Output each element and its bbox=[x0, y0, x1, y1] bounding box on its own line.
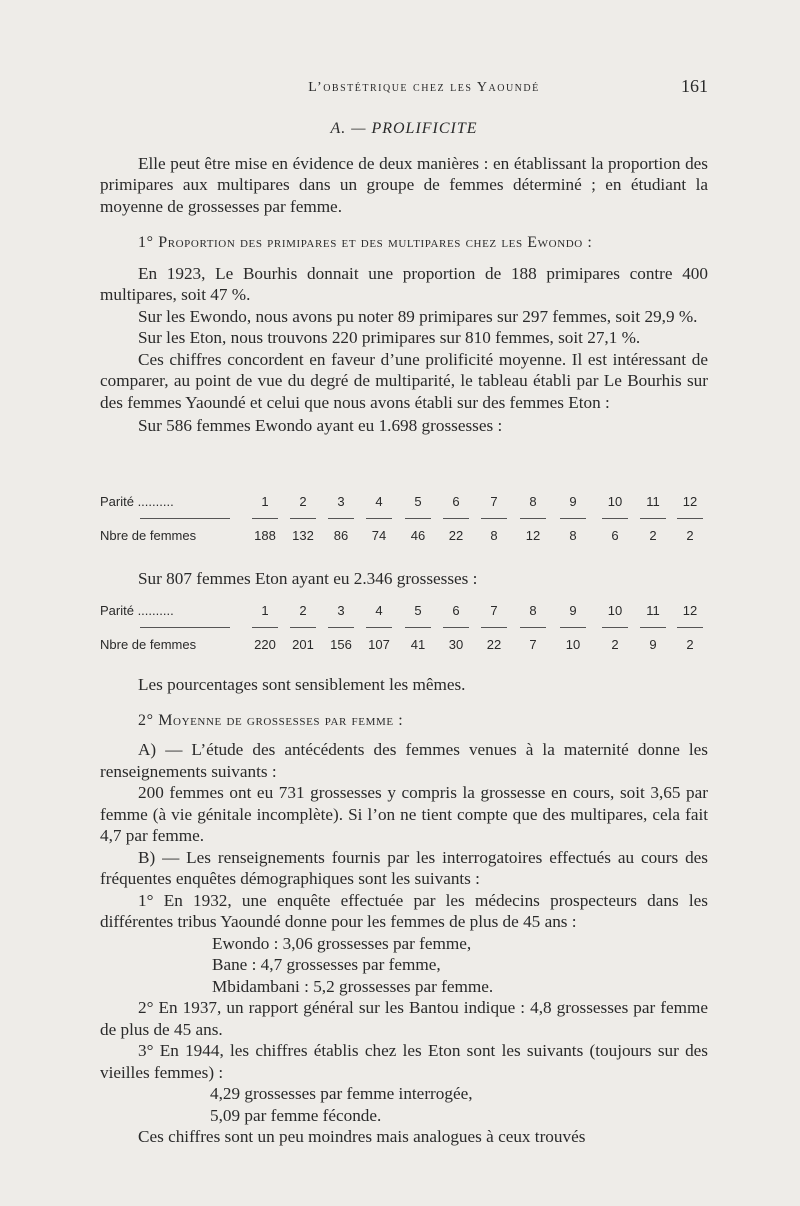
intro-paragraph: Elle peut être mise en évidence de deux manières : en établissant la proportion des primipares aux multipares dans un groupe de femmes déterminé ; en étudiant la moyenne de grossesses par femme. bbox=[100, 153, 708, 216]
table-cell: 2 bbox=[299, 494, 307, 509]
table-cell: 8 bbox=[490, 528, 498, 543]
table-cell: 156 bbox=[330, 637, 352, 652]
table-cell: 10 bbox=[607, 603, 623, 618]
table-cell: 4 bbox=[375, 494, 383, 509]
table-cell: 9 bbox=[569, 603, 577, 618]
tribes-list bbox=[100, 933, 708, 998]
conclusion-paragraph: Les pourcentages sont sensiblement les mêmes. bbox=[138, 675, 466, 694]
table-cell: 8 bbox=[529, 494, 537, 509]
table-cell: 7 bbox=[490, 494, 498, 509]
table-cell: 201 bbox=[292, 637, 314, 652]
list-item: Ewondo : 3,06 grossesses par femme, bbox=[212, 933, 472, 953]
paragraph-b: B) — Les renseignements fournis par les interrogatoires effectués au cours des fréquentes enquêtes démographiques sont les suivants : bbox=[100, 847, 708, 888]
table-cell: 3 bbox=[337, 494, 345, 509]
row-label-femmes: Nbre de femmes bbox=[100, 637, 197, 652]
subsection-2-heading: 2° Moyenne de grossesses par femme : bbox=[138, 711, 404, 729]
table-cell: 6 bbox=[452, 494, 460, 509]
table-cell: 5 bbox=[414, 603, 422, 618]
table-cell: 6 bbox=[611, 528, 619, 543]
table-cell: 220 bbox=[254, 637, 276, 652]
table-row-femmes bbox=[100, 635, 710, 655]
table-cell: 11 bbox=[646, 603, 660, 618]
table-cell: 22 bbox=[448, 528, 464, 543]
table-cell: 2 bbox=[686, 528, 694, 543]
section-heading: A. — PROLIFICITE bbox=[330, 120, 478, 137]
paragraph-le-bourhis: En 1923, Le Bourhis donnait une proportion de 188 primipares contre 400 multipares, soit 47 %. bbox=[100, 263, 708, 304]
table-cell: 4 bbox=[375, 603, 383, 618]
table-cell: 8 bbox=[569, 528, 577, 543]
table-rule bbox=[100, 621, 710, 635]
table-eton bbox=[100, 601, 710, 655]
table-cell: 188 bbox=[254, 528, 276, 543]
table-cell: 9 bbox=[649, 637, 657, 652]
table-cell: 7 bbox=[490, 603, 498, 618]
table-cell: 46 bbox=[410, 528, 426, 543]
table-1-caption: Sur 586 femmes Ewondo ayant eu 1.698 grossesses : bbox=[138, 416, 503, 435]
table-row-parite bbox=[100, 492, 710, 512]
table-cell: 41 bbox=[410, 637, 426, 652]
section-2-block bbox=[100, 674, 708, 1148]
list-item: 4,29 grossesses par femme interrogée, bbox=[210, 1084, 473, 1103]
table-cell: 107 bbox=[368, 637, 390, 652]
page-number: 161 bbox=[681, 76, 708, 96]
final-paragraph: Ces chiffres sont un peu moindres mais analogues à ceux trouvés bbox=[138, 1127, 586, 1146]
paragraph-200-femmes: 200 femmes ont eu 731 grossesses y compris la grossesse en cours, soit 3,65 par femme (à vie génitale incomplète). Si l’on ne tient compte que des multipares, cela fait 4,7 par femme. bbox=[100, 783, 708, 845]
table-cell: 8 bbox=[529, 603, 537, 618]
table-cell: 5 bbox=[414, 494, 422, 509]
table-2-caption-block bbox=[100, 568, 708, 590]
table-row-parite bbox=[100, 601, 710, 621]
table-cell: 2 bbox=[611, 637, 619, 652]
table-cell: 9 bbox=[569, 494, 577, 509]
list-item: 5,09 par femme féconde. bbox=[210, 1105, 382, 1125]
paragraph-1937: 2° En 1937, un rapport général sur les Bantou indique : 4,8 grossesses par femme de plus de 45 ans. bbox=[100, 998, 708, 1039]
paragraph-comparison: Ces chiffres concordent en faveur d’une prolificité moyenne. Il est intéressant de comparer, au point de vue du degré de multiparité, le tableau établi par Le Bourhis sur des femmes Yaoundé et celui que nous avons établi sur des femmes Eton : bbox=[100, 349, 708, 412]
row-label-femmes: Nbre de femmes bbox=[100, 528, 197, 543]
row-label-parite: Parité .......... bbox=[100, 603, 174, 618]
table-cell: 12 bbox=[525, 528, 541, 543]
table-cell: 7 bbox=[529, 637, 537, 652]
table-cell: 11 bbox=[646, 494, 660, 509]
subsection-1-heading: 1° Proportion des primipares et des multipares chez les Ewondo : bbox=[138, 234, 593, 251]
table-cell: 74 bbox=[371, 528, 387, 543]
table-cell: 12 bbox=[682, 603, 698, 618]
running-header bbox=[100, 76, 708, 100]
table-cell: 132 bbox=[292, 528, 314, 543]
paragraph-a: A) — L’étude des antécédents des femmes venues à la maternité donne les renseignements suivants : bbox=[100, 740, 708, 781]
row-label-parite: Parité .......... bbox=[100, 494, 174, 509]
table-cell: 1 bbox=[261, 603, 269, 618]
table-cell: 2 bbox=[649, 528, 657, 543]
paragraph-1932: 1° En 1932, une enquête effectuée par les médecins prospecteurs dans les différentes tribus Yaoundé donne pour les femmes de plus de 45 ans : bbox=[100, 890, 708, 931]
table-cell: 22 bbox=[486, 637, 502, 652]
table-row-femmes bbox=[100, 526, 710, 546]
table-cell: 1 bbox=[261, 494, 269, 509]
paragraph-ewondo: Sur les Ewondo, nous avons pu noter 89 primipares sur 297 femmes, soit 29,9 %. bbox=[138, 306, 698, 326]
table-cell: 3 bbox=[337, 603, 345, 618]
section-a-block bbox=[100, 118, 708, 437]
table-cell: 12 bbox=[682, 494, 698, 509]
table-cell: 2 bbox=[299, 603, 307, 618]
paragraph-1944: 3° En 1944, les chiffres établis chez les Eton sont les suivants (toujours sur des vieilles femmes) : bbox=[100, 1041, 708, 1082]
table-cell: 10 bbox=[607, 494, 623, 509]
eton-figures-list bbox=[100, 1083, 708, 1126]
table-rule bbox=[100, 512, 710, 526]
table-2-caption: Sur 807 femmes Eton ayant eu 2.346 grossesses : bbox=[138, 569, 478, 588]
table-cell: 86 bbox=[333, 528, 349, 543]
table-cell: 30 bbox=[448, 637, 464, 652]
table-cell: 2 bbox=[686, 637, 694, 652]
table-cell: 10 bbox=[565, 637, 581, 652]
table-ewondo bbox=[100, 492, 710, 546]
list-item: Mbidambani : 5,2 grossesses par femme. bbox=[212, 976, 494, 996]
list-item: Bane : 4,7 grossesses par femme, bbox=[212, 955, 441, 974]
table-cell: 6 bbox=[452, 603, 460, 618]
running-title: L’obstétrique chez les Yaoundé bbox=[308, 80, 540, 95]
paragraph-eton: Sur les Eton, nous trouvons 220 primipares sur 810 femmes, soit 27,1 %. bbox=[138, 328, 641, 347]
